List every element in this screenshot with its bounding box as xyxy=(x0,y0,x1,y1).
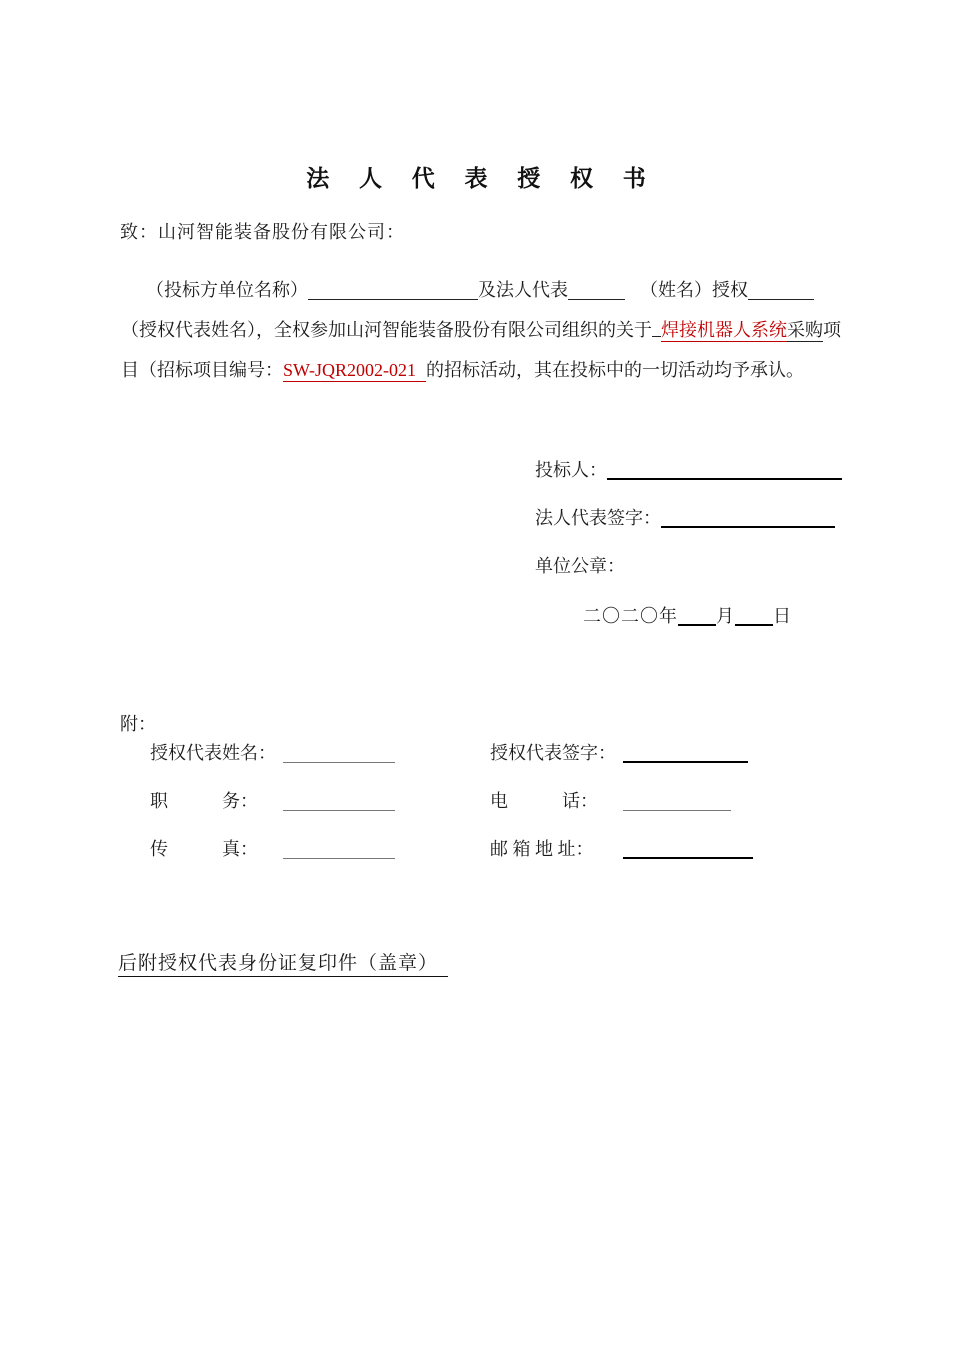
procurement-word-underlined: 采购 xyxy=(787,320,823,340)
fax-blank xyxy=(283,841,395,859)
attachment-heading: 附： xyxy=(120,714,156,734)
body-paragraph xyxy=(121,270,847,390)
footer-note xyxy=(118,948,448,975)
fax-label: 传 真： xyxy=(150,839,258,859)
paragraph-line-2 xyxy=(121,310,847,350)
date-day-label: 日 xyxy=(773,606,792,626)
authorization-clause-text: （授权代表姓名），全权参加山河智能装备股份有限公司组织的关于 xyxy=(121,320,652,340)
legal-rep-signature-label: 法人代表签字： xyxy=(535,508,661,528)
date-year-text: 二〇二〇年 xyxy=(583,606,678,626)
legal-rep-name-blank xyxy=(568,282,625,300)
legal-rep-signature-row xyxy=(535,506,835,530)
position-field xyxy=(150,788,395,814)
paragraph-line-3 xyxy=(121,350,847,390)
underline-lead-blank xyxy=(652,319,661,337)
date-day-blank xyxy=(735,608,773,626)
salutation: 致：山河智能装备股份有限公司： xyxy=(120,222,405,242)
paragraph-line-1 xyxy=(121,270,847,310)
page-title: 法 人 代 表 授 权 书 xyxy=(306,166,654,191)
bidder-company-name-label: （投标方单位名称） xyxy=(146,280,308,300)
legal-rep-signature-blank xyxy=(661,510,835,528)
phone-label: 电 话： xyxy=(490,791,598,811)
authorized-rep-name-blank xyxy=(748,282,814,300)
rep-signature-label: 授权代表签字： xyxy=(490,743,616,763)
bidder-signature-blank xyxy=(607,462,842,480)
footer-note-text: 后附授权代表身份证复印件（盖章） xyxy=(118,953,448,977)
bidder-label: 投标人： xyxy=(535,460,607,480)
project-number-label: 目（招标项目编号： xyxy=(121,360,283,380)
email-field xyxy=(490,836,753,862)
rep-name-label: 授权代表姓名： xyxy=(150,743,276,763)
closing-clause-text: 的招标活动，其在投标中的一切活动均予承认。 xyxy=(426,360,805,380)
company-seal-row xyxy=(535,554,625,578)
rep-signature-field xyxy=(490,740,748,766)
position-blank xyxy=(283,793,395,811)
project-word: 项 xyxy=(823,320,841,340)
email-label: 邮 箱 地 址： xyxy=(490,839,594,859)
date-month-blank xyxy=(678,608,716,626)
company-seal-label: 单位公章： xyxy=(535,556,625,576)
date-row xyxy=(583,604,792,628)
bidder-row xyxy=(535,458,842,482)
fax-field xyxy=(150,836,395,862)
email-blank xyxy=(623,841,753,859)
date-month-label: 月 xyxy=(716,606,735,626)
phone-field xyxy=(490,788,731,814)
and-legal-rep-label: 及法人代表 xyxy=(478,280,568,300)
procurement-subject-red-text: 焊接机器人系统 xyxy=(661,320,787,340)
rep-name-blank xyxy=(283,745,395,763)
position-label: 职 务： xyxy=(150,791,258,811)
rep-signature-blank xyxy=(623,745,748,763)
phone-blank xyxy=(623,793,731,811)
bidder-company-name-blank xyxy=(308,282,478,300)
rep-name-field xyxy=(150,740,395,766)
project-number-red-text: SW-JQR2002-021 xyxy=(283,360,426,382)
name-authorize-label: （姓名）授权 xyxy=(640,280,748,300)
